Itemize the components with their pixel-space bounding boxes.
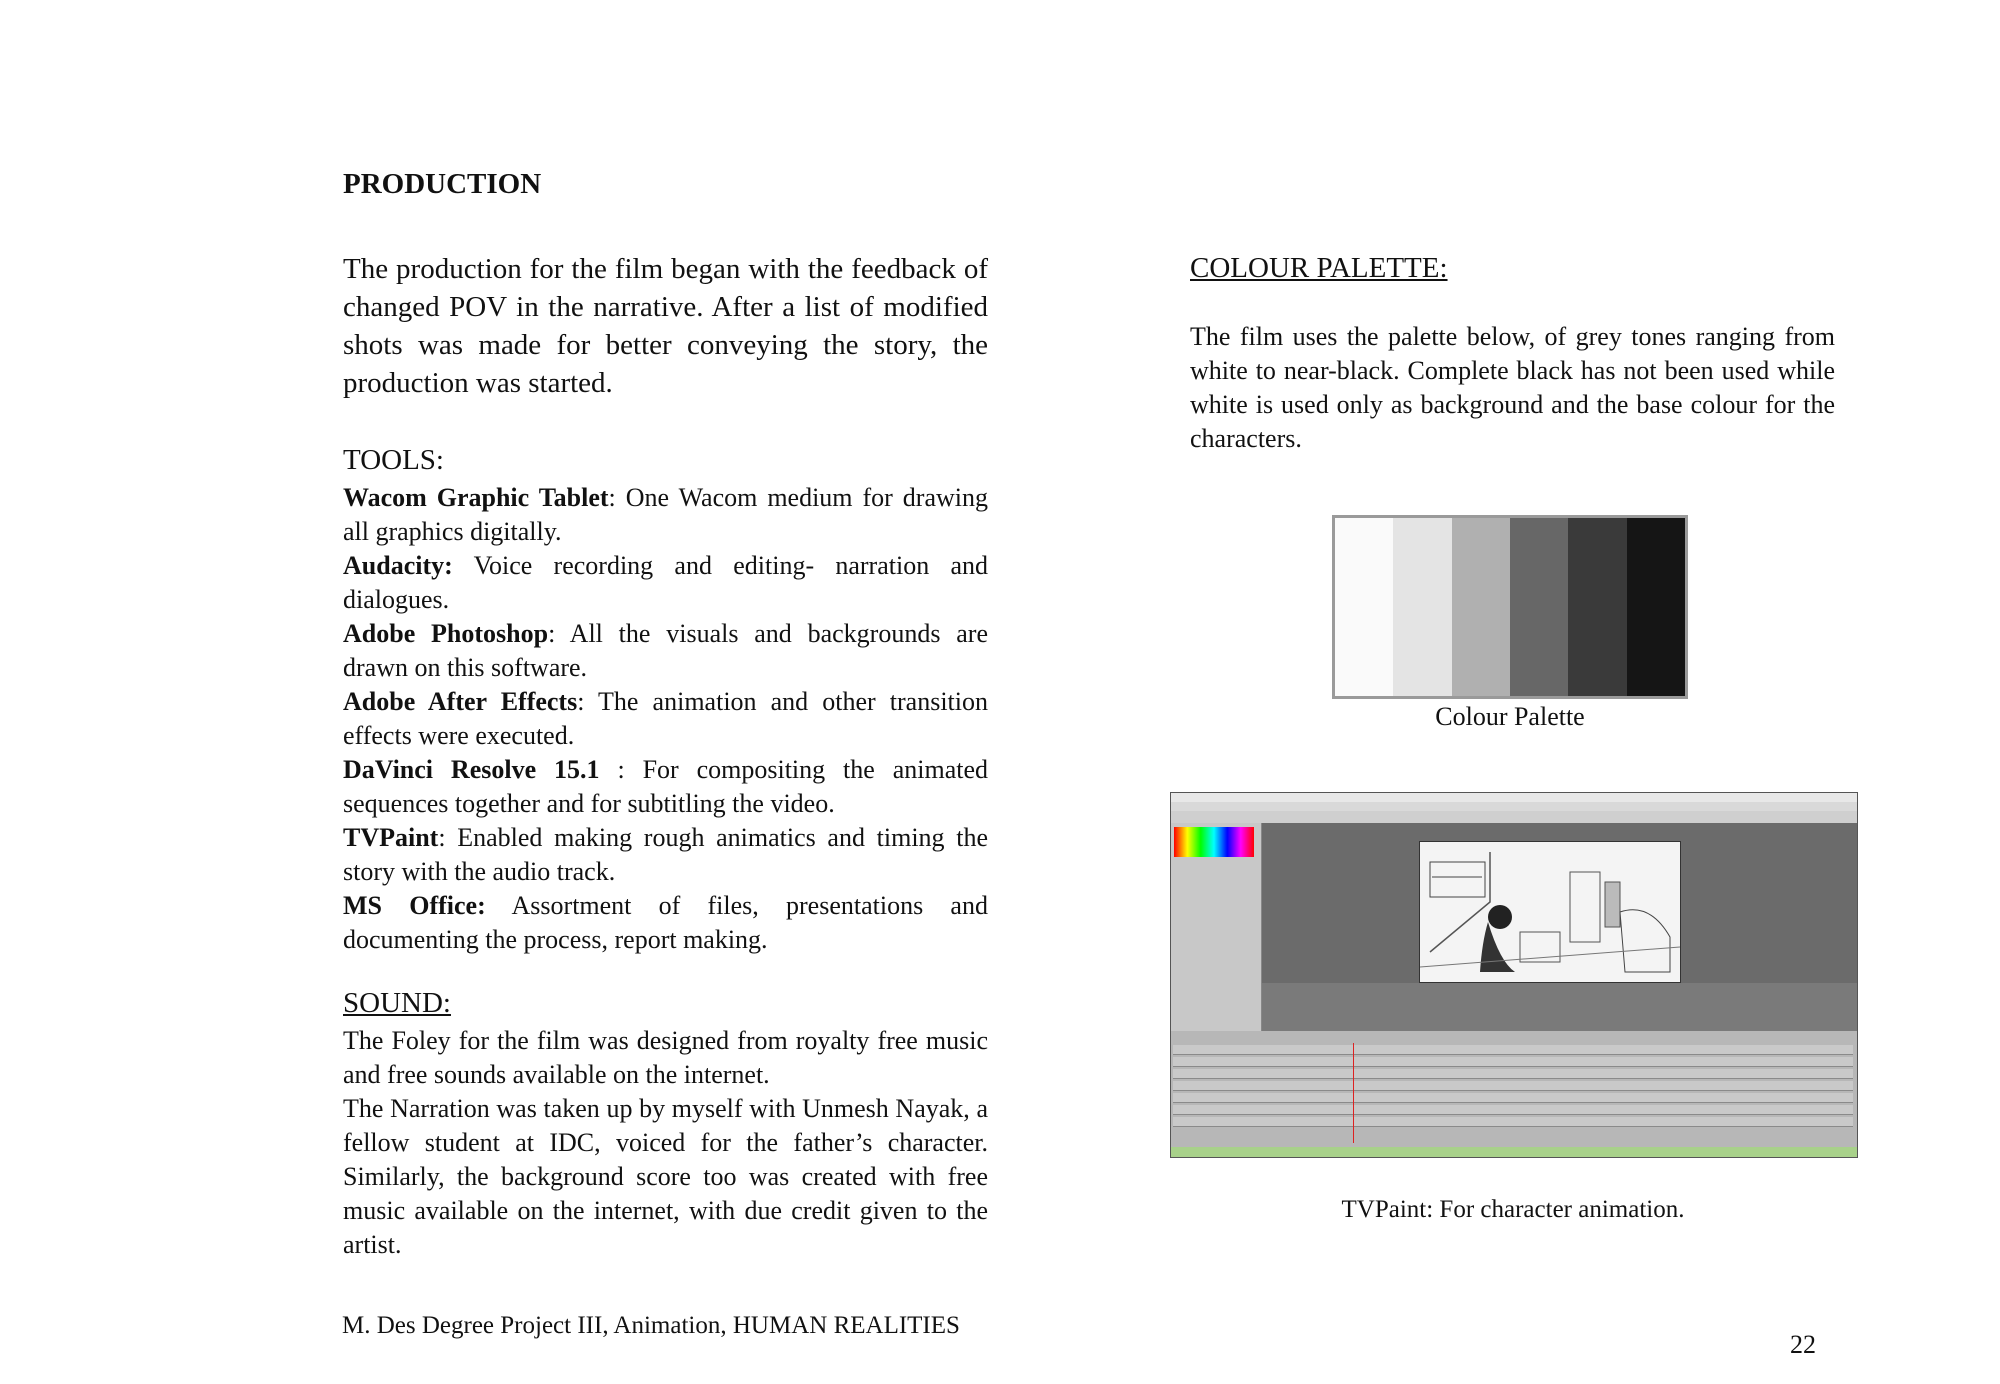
tvpaint-screenshot bbox=[1170, 792, 1858, 1158]
sound-title: SOUND: bbox=[343, 987, 451, 1019]
tool-description: Assortment of files, presentations and documenting the process, report making. bbox=[343, 891, 988, 954]
timeline-playhead bbox=[1353, 1043, 1354, 1143]
palette-swatch bbox=[1452, 518, 1510, 696]
tool-name: Adobe After Effects bbox=[343, 687, 578, 716]
screenshot-menubar bbox=[1171, 802, 1857, 811]
tool-name: MS Office: bbox=[343, 891, 486, 920]
tools-list bbox=[343, 481, 988, 957]
palette-swatch bbox=[1335, 518, 1393, 696]
timeline-layer-row bbox=[1173, 1069, 1853, 1079]
timeline-layer-row bbox=[1173, 1045, 1853, 1055]
sound-paragraph-2: The Narration was taken up by myself with Unmesh Nayak, a fellow student at IDC, voiced for the father’s character. Similarly, the background score too was created with free music available on the internet, with due credit given to the artist. bbox=[343, 1094, 988, 1259]
screenshot-color-picker bbox=[1174, 827, 1254, 857]
sketch-illustration bbox=[1420, 842, 1680, 982]
palette-swatch bbox=[1627, 518, 1685, 696]
tool-item bbox=[343, 481, 988, 549]
tool-name: Audacity: bbox=[343, 551, 453, 580]
sound-paragraph-1: The Foley for the film was designed from royalty free music and free sounds available on the internet. bbox=[343, 1026, 988, 1089]
screenshot-timeline bbox=[1171, 1031, 1857, 1147]
left-column bbox=[343, 250, 988, 1262]
tool-name: TVPaint bbox=[343, 823, 439, 852]
tool-description: : The animation and other transition effects were executed. bbox=[343, 687, 988, 750]
timeline-layer-row bbox=[1173, 1117, 1853, 1127]
palette-title: COLOUR PALETTE: bbox=[1190, 252, 1448, 284]
colour-palette bbox=[1332, 515, 1688, 699]
palette-swatch bbox=[1568, 518, 1626, 696]
tool-item bbox=[343, 549, 988, 617]
tool-item bbox=[343, 889, 988, 957]
intro-paragraph: The production for the film began with the feedback of changed POV in the narrative. After a list of modified shots was made for better conveying the story, the production was started. bbox=[343, 253, 988, 399]
tool-name: Adobe Photoshop bbox=[343, 619, 549, 648]
tool-name: Wacom Graphic Tablet bbox=[343, 483, 609, 512]
screenshot-tool-panel bbox=[1171, 823, 1262, 1063]
page-number: 22 bbox=[1790, 1330, 1816, 1359]
tool-item bbox=[343, 753, 988, 821]
tool-description: Voice recording and editing- narration and dialogues. bbox=[343, 551, 988, 614]
palette-caption: Colour Palette bbox=[1435, 702, 1585, 731]
section-heading: PRODUCTION bbox=[343, 168, 542, 200]
palette-swatch bbox=[1510, 518, 1568, 696]
timeline-layer-row bbox=[1173, 1081, 1853, 1091]
tool-name: DaVinci Resolve 15.1 bbox=[343, 755, 600, 784]
screenshot-titlebar bbox=[1171, 793, 1857, 802]
screenshot-statusbar bbox=[1171, 1147, 1857, 1157]
footer-text: M. Des Degree Project III, Animation, HUMAN REALITIES bbox=[342, 1312, 960, 1339]
tool-description: : Enabled making rough animatics and timing the story with the audio track. bbox=[343, 823, 988, 886]
tool-description: : For compositing the animated sequences together and for subtitling the video. bbox=[343, 755, 989, 818]
tools-title: TOOLS: bbox=[343, 444, 444, 476]
screenshot-animation-frame bbox=[1419, 841, 1681, 983]
timeline-layer-row bbox=[1173, 1057, 1853, 1067]
tool-item bbox=[343, 617, 988, 685]
palette-description: The film uses the palette below, of grey tones ranging from white to near-black. Complete black has not been used while white is used only as background and the base colour for the characters. bbox=[1190, 322, 1835, 453]
palette-swatch bbox=[1393, 518, 1451, 696]
timeline-layer-row bbox=[1173, 1093, 1853, 1103]
tool-description: : All the visuals and backgrounds are drawn on this software. bbox=[343, 619, 988, 682]
tool-item bbox=[343, 685, 988, 753]
tool-item bbox=[343, 821, 988, 889]
screenshot-caption: TVPaint: For character animation. bbox=[1341, 1196, 1685, 1223]
timeline-layer-row bbox=[1173, 1105, 1853, 1115]
tool-description: : One Wacom medium for drawing all graphics digitally. bbox=[343, 483, 989, 546]
